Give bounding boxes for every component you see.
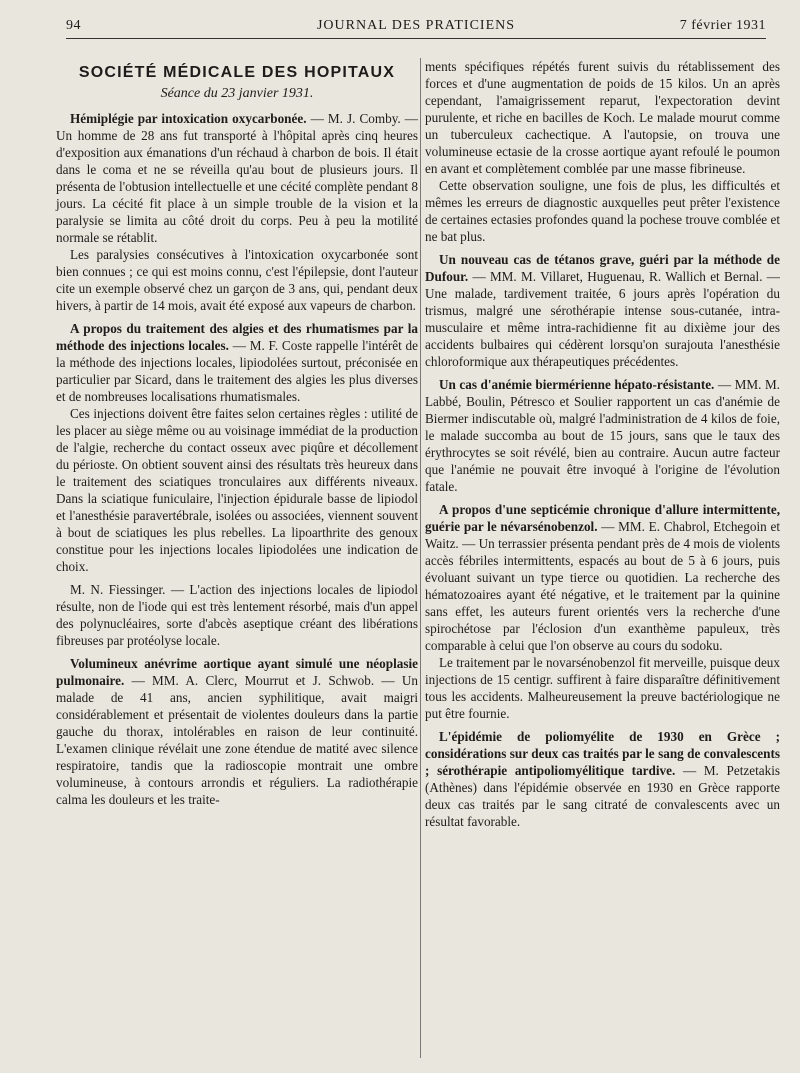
article-paragraph: M. N. Fiessinger. — L'action des injections locales de lipiodol résulte, non de l'iode qui est très lentement résorbé, mais d'un appel des polynucléaires, sorte d'abcès aseptique créant des libérations fibreuses par protéolyse locale. — [56, 582, 418, 648]
article-paragraph: ments spécifiques répétés furent suivis du rétablissement des forces et d'une augmentation de poids de 15 kilos. Un an après cependant, l'amaigrissement reparut, l'expectoration devint purulente, et riche en bacilles de Koch. Le malade mourut comme un tuberculeux cachectique. A l'autopsie, on trouva une volumineuse ectasie de la crosse aortique ayant refoulé le poumon en avant et complètement comblée par une masse fibrineuse. — [425, 59, 780, 176]
article-body: — M. F. Coste rappelle l'intérêt de la méthode des injections locales, lipiodolées surtout, préconisée en particulier par Sicard, dans le traitement des algies les plus diverses et de nombreuses localisations rhumatismales. — [56, 338, 418, 404]
left-column — [56, 64, 418, 808]
article-title: Un cas d'anémie biermérienne hépato-résistante. — [439, 377, 715, 392]
page-number: 94 — [66, 18, 81, 33]
article-body: — MM. A. Clerc, Mourrut et J. Schwob. — Un malade de 41 ans, ancien syphilitique, avait maigri considérablement et présentait de violentes douleurs dans la partie gauche du thorax, intolérables en raison de leur continuité. L'examen clinique révélait une zone étendue de matité avec silence respiratoire, tandis que la radioscopie montrait une ombre volumineuse, à contours arrondis et réguliers. La radiothérapie calma les douleurs et les traite- — [56, 673, 418, 807]
issue-date: 7 février 1931 — [679, 18, 766, 33]
society-title: SOCIÉTÉ MÉDICALE DES HOPITAUX — [78, 64, 396, 81]
article-paragraph: Le traitement par le novarsénobenzol fit merveille, puisque deux injections de 15 centigr. suffirent à faire disparaître définitivement tous les accidents. Malheureusement la preuve bactériologique ne put être fournie. — [425, 655, 780, 721]
article-body: — M. Petzetakis (Athènes) dans l'épidémie observée en 1930 en Grèce rapporte deux cas traités par le sang citraté de convalescents avec un résultat favorable. — [425, 763, 780, 829]
article-anemie — [425, 376, 780, 495]
article-anevrisme — [56, 655, 418, 808]
running-header — [66, 16, 766, 39]
article-tetanos — [425, 251, 780, 370]
journal-title: JOURNAL DES PRATICIENS — [316, 18, 516, 33]
session-date: Séance du 23 janvier 1931. — [160, 86, 314, 101]
article-poliomyelite — [425, 728, 780, 830]
article-paragraph: Ces injections doivent être faites selon certaines règles : utilité de les placer au siège même ou au voisinage immédiat de la production de l'algie, recherche du contact osseux avec piqûre et décollement du périoste. On obtient souvent ainsi des résultats très heureux dans le traitement des sciatiques tronculaires aux différents niveaux. Dans la sciatique funiculaire, l'injection épidurale basse de lipiodol et l'anesthésie paravertébrale, isolées ou associées, viennent souvent à bout de sciatiques les plus rebelles. La lipoarthrite des genoux constitue pour les injections locales lipiodolées une indication de choix. — [56, 406, 418, 574]
article-title: L'épidémie de poliomyélite de 1930 en Grèce ; considérations sur deux cas traités par le sang de convalescents ; sérothérapie antipoliomyélitique tardive. — [425, 729, 780, 778]
article-septicemie — [425, 501, 780, 654]
article-body: — MM. M. Villaret, Huguenau, R. Wallich et Bernal. — Une malade, tardivement traitée, 6 jours après l'opération du trismus, malgré une sérothérapie intense sous-cutanée, intra-musculaire et même intra-rachidienne fit au dixième jour des accidents bulbaires qui cédèrent lorsqu'on surajouta l'anesthésie chloroformique aux thérapeutiques précédentes. — [425, 269, 780, 369]
article-paragraph: Cette observation souligne, une fois de plus, les difficultés et mêmes les erreurs de diagnostic auxquelles peut prêter l'existence de certaines ectasies profondes quand la pochese trouve comblée et ne bat plus. — [425, 178, 780, 244]
article-paragraph: Les paralysies consécutives à l'intoxication oxycarbonée sont bien connues ; ce qui est moins connu, c'est l'épilepsie, dont l'auteur cite un exemple observé chez un garçon de 3 ans, qui, pendant deux hivers, à partir de 14 mois, avait été exposé aux vapeurs de charbon. — [56, 247, 418, 313]
article-title: A propos du traitement des algies et des rhumatismes par la méthode des injections locales. — [56, 321, 418, 353]
right-column — [425, 58, 780, 830]
article-algies — [56, 320, 418, 405]
article-body: — MM. M. Labbé, Boulin, Pétresco et Soulier rapportent un cas d'anémie de Biermer indiscutable où, malgré l'administration de 4 kilos de foie, le malade succomba au bout de 15 jours, sans que le taux des érythrocytes se soit révélé, bien au contraire. Aucun autre facteur que l'anémie ne pouvait être invoqué à l'origine de l'évolution fatale. — [425, 377, 780, 494]
article-body: — MM. E. Chabrol, Etchegoin et Waitz. — Un terrassier présenta pendant près de 4 mois de violents accès fébriles intermittents, espacés au bout de 5 à 6 jours, puis évoluant suivant un type tierce ou quotidien. La recherche des hématozoaires ayant été négative, et le traitement par la quinine sans effet, les auteurs furent orientés vers la recherche d'une spirochétose par l'éclosion d'un exanthème papuleux, très comparable à celui que l'on observe au cours du sodoku. — [425, 519, 780, 653]
article-title: A propos d'une septicémie chronique d'allure intermittente, guérie par le névarsénobenzol. — [425, 502, 780, 534]
article-title: Volumineux anévrime aortique ayant simulé une néoplasie pulmonaire. — [56, 656, 418, 688]
article-title: Un nouveau cas de tétanos grave, guéri par la méthode de Dufour. — [425, 252, 780, 284]
article-hemiplegie — [56, 110, 418, 246]
column-divider — [420, 58, 421, 1058]
article-title: Hémiplégie par intoxication oxycarbonée. — [70, 111, 307, 126]
article-body: — M. J. Comby. — Un homme de 28 ans fut transporté à l'hôpital après cinq heures d'exposition aux émanations d'un réchaud à charbon de bois. Il était dans le coma et ne se réveilla qu'au bout de plusieurs jours. Il présenta de l'obtusion intellectuelle et une cécité complète pendant 8 jours. La cécité fit place à un simple trouble de la vision et la paralysie se limita au côté droit du corps. Peu à peu la motilité normale se rétablit. — [56, 111, 418, 245]
